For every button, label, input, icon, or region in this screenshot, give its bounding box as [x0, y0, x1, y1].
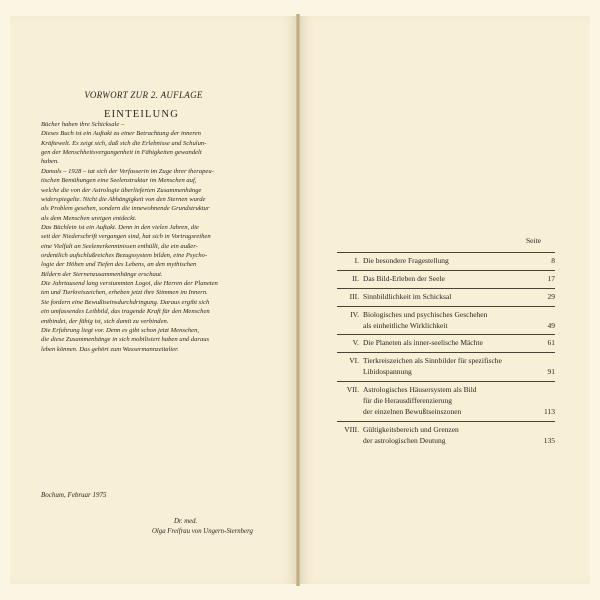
- entry-title: [363, 385, 531, 418]
- foreword-line: seit der Niederschrift vergangen sind, hat sich in Vortragsreihen: [41, 233, 211, 241]
- entry-title-line: für die Herausdifferenzierung: [363, 395, 452, 405]
- entry-page: 17: [547, 273, 555, 283]
- foreword-line: welche die von der Astrologie überlieferten Zusammenhänge: [41, 186, 202, 194]
- foreword-line: eine Vielfalt an Seelenerkenntnissen enthüllt, die ein außer-: [41, 242, 198, 250]
- entry-title: [363, 274, 531, 285]
- entry-title: [363, 310, 531, 332]
- entry-title-line: Die besondere Fragestellung: [363, 256, 449, 265]
- entry-page: 61: [547, 338, 555, 348]
- entry-page: 113: [544, 406, 555, 416]
- foreword-line: ordentlich aufschlußreiches Bezugssystem bilden, eine Psycho-: [41, 252, 208, 260]
- foreword-line: Kräftewelt. Es zeigt sich, daß sich die Erlebnisse und Schulun-: [41, 139, 207, 147]
- entry-title-line: Biologisches und psychisches Geschehen: [363, 309, 488, 319]
- entry-number: II.: [352, 273, 359, 283]
- signature-name: Olga Freifrau von Ungern-Sternberg: [152, 527, 253, 535]
- foreword-line: Das Büchlein ist ein Auftakt. Denn in den vielen Jahren, die: [41, 223, 199, 231]
- entry-page: 49: [547, 320, 555, 330]
- entry-number: V.: [352, 338, 359, 348]
- entry-title-line: Sinnbildlichkeit im Schicksal: [363, 291, 452, 301]
- entry-title-line: Das Bild-Erleben der Seele: [363, 273, 445, 283]
- contents-entry: [337, 381, 555, 421]
- entry-title-line: Libidospannung: [363, 367, 412, 377]
- foreword-line: Die Erfahrung liegt vor. Denn es gibt schon jetzt Menschen,: [41, 326, 200, 334]
- foreword-line: Bildern der Sternenzusammenhänge erschaut.: [41, 270, 163, 278]
- entry-title-line: Tierkreiszeichen als Sinnbilder für spezifische: [363, 356, 502, 366]
- foreword-line: Bücher haben ihre Schicksale –: [41, 121, 125, 128]
- entry-title: [363, 356, 531, 378]
- foreword-line: ten und Tierkreiszeichen, erheben jetzt ihre Stimmen im Innern.: [41, 289, 208, 297]
- foreword-line: die diese Zusammenhänge in sich mobilisiert haben und daraus: [41, 336, 210, 344]
- contents-entry: [337, 306, 555, 335]
- entry-page: 91: [547, 367, 555, 377]
- signature-title: Dr. med.: [174, 518, 198, 525]
- entry-number: IV.: [350, 309, 359, 319]
- foreword-line: widerspiegelte. Nicht die Abhängigkeit von den Sternen wurde: [41, 195, 206, 203]
- entry-title-line: Die Planeten als inner-seelische Mächte: [363, 338, 483, 348]
- entry-page: 135: [543, 435, 555, 445]
- contents-entry: [337, 421, 555, 450]
- foreword-line: ein umfassendes Leibbild, das tragende Kraft für den Menschen: [41, 308, 210, 316]
- book-gutter: [296, 14, 300, 586]
- foreword-line: Die Jahrtausend lang verstummten Logoi, die Herren der Planeten: [41, 280, 218, 288]
- foreword-line: als dem Menschen ureigen entdeckt.: [41, 214, 137, 222]
- contents-entry: [337, 288, 555, 306]
- entry-title-line: der einzelnen Bewußtseinszonen: [363, 406, 462, 416]
- foreword-line: als Problem gesehen, sondern die innewohnende Grundstruktur: [41, 205, 210, 213]
- contents-title: EINTEILUNG: [104, 109, 179, 120]
- foreword-body: [41, 120, 277, 354]
- entry-title: [363, 425, 531, 447]
- foreword-line: Dieses Buch ist ein Auftakt zu einer Betrachtung der inneren: [41, 130, 201, 138]
- page-column-label: Seite: [526, 236, 541, 245]
- entry-title-line: der astrologischen Deutung: [363, 435, 446, 445]
- foreword-line: leben können. Das gehört zum Wassermannzeitalter.: [41, 345, 179, 353]
- foreword-place-date: Bochum, Februar 1975: [41, 491, 107, 499]
- foreword-line: logie der Höhen und Tiefen des Lebens, an den mythischen: [41, 261, 197, 269]
- entry-number: VIII.: [344, 424, 359, 434]
- contents-entry: [337, 334, 555, 352]
- entry-title: [363, 338, 531, 349]
- foreword-line: entbindet, der fähig ist, sich damit zu verbinden.: [41, 317, 169, 325]
- entry-title-line: Astrologisches Häusersystem als Bild: [363, 385, 477, 394]
- contents-entry: [337, 252, 555, 270]
- foreword-line: haben.: [41, 158, 59, 166]
- entry-page: 29: [547, 291, 555, 301]
- contents-list: [337, 252, 555, 449]
- entry-number: III.: [349, 291, 359, 301]
- foreword-line: Damals – 1928 – tat sich der Verfasserin im Zuge ihrer therapeu-: [41, 167, 214, 175]
- foreword-line: gen der Menschheitsvergangenheit in Fähigkeiten gewandelt: [41, 149, 202, 157]
- entry-title: [363, 292, 531, 303]
- entry-title: [363, 256, 531, 267]
- entry-title-line: als einheitliche Wirklichkeit: [363, 320, 448, 330]
- foreword-line: Sie fordern eine Bewußtseinsdurchdringung. Daraus ergibt sich: [41, 298, 210, 306]
- signature-block: [152, 517, 292, 537]
- entry-number: VII.: [346, 385, 359, 394]
- entry-title-line: Gültigkeitsbereich und Grenzen: [363, 424, 459, 434]
- entry-number: VI.: [349, 356, 359, 366]
- entry-number: I.: [354, 256, 359, 265]
- entry-page: 8: [551, 256, 555, 265]
- contents-entry: [337, 270, 555, 288]
- foreword-line: tischen Bemühungen eine Seelenstruktur im Menschen auf,: [41, 177, 197, 185]
- foreword-title: VORWORT ZUR 2. AUFLAGE: [84, 90, 203, 100]
- contents-entry: [337, 352, 555, 381]
